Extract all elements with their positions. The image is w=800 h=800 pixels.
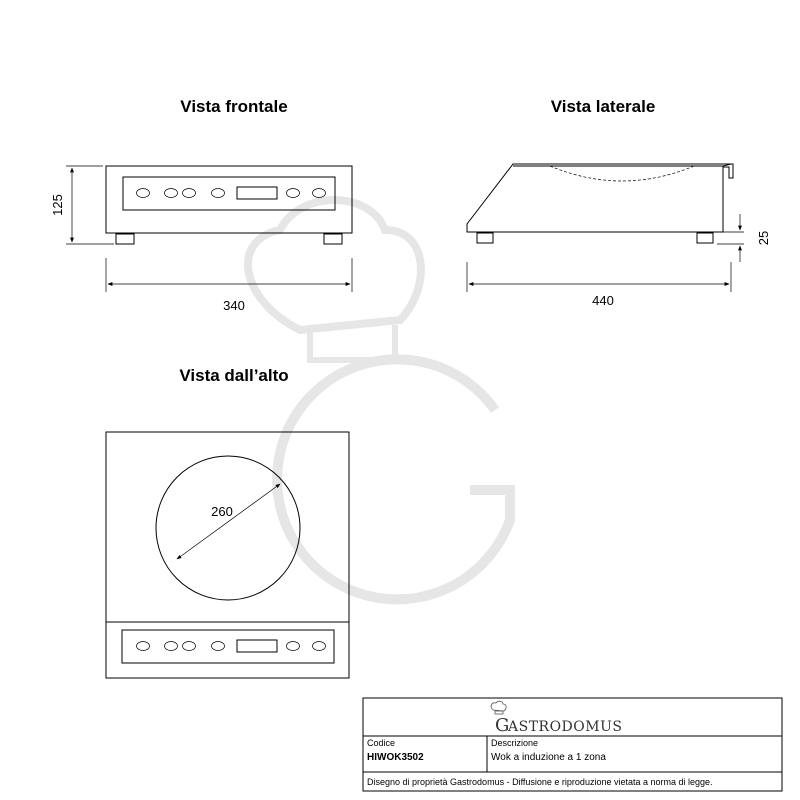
top-view-title: Vista dall’alto xyxy=(179,366,289,385)
side-hob-recess xyxy=(550,166,694,181)
side-view xyxy=(467,97,771,308)
top-control-buttons xyxy=(137,642,326,651)
side-body-outline xyxy=(467,164,731,232)
top-diameter-dimension xyxy=(177,484,280,559)
description-value: Wok a induzione a 1 zona xyxy=(491,752,606,763)
brand-logo xyxy=(491,701,622,736)
side-foot-left xyxy=(477,233,493,243)
front-foot-right xyxy=(324,234,342,244)
watermark-logo-icon xyxy=(248,200,510,599)
side-depth-dimension xyxy=(467,262,731,308)
description-label: Descrizione xyxy=(491,738,539,748)
side-depth-label: 440 xyxy=(592,293,614,308)
footer-note: Disegno di proprietà Gastrodomus - Diffusione e riproduzione vietata a norma di legge. xyxy=(367,777,713,787)
front-display xyxy=(237,187,277,199)
side-foot-right xyxy=(697,233,713,243)
top-view xyxy=(106,366,349,678)
front-width-label: 340 xyxy=(223,298,245,313)
side-view-title: Vista laterale xyxy=(550,97,656,116)
front-control-buttons xyxy=(137,189,326,198)
front-height-dimension xyxy=(50,166,114,244)
side-foot-dimension xyxy=(717,214,771,262)
top-body xyxy=(106,432,349,678)
code-value: HIWOK3502 xyxy=(367,752,424,763)
brand-initial: G xyxy=(495,715,510,736)
title-block xyxy=(363,698,782,791)
code-label: Codice xyxy=(367,738,396,748)
front-view-title: Vista frontale xyxy=(180,97,288,116)
brand-name: ASTRODOMUS xyxy=(508,719,623,735)
front-foot-left xyxy=(116,234,134,244)
top-diameter-label: 260 xyxy=(211,504,233,519)
top-display xyxy=(237,640,277,652)
front-width-dimension xyxy=(106,258,352,313)
side-foot-label: 25 xyxy=(756,230,771,246)
chef-hat-icon xyxy=(491,701,506,714)
top-control-panel xyxy=(122,630,334,663)
front-height-label: 125 xyxy=(50,194,65,216)
